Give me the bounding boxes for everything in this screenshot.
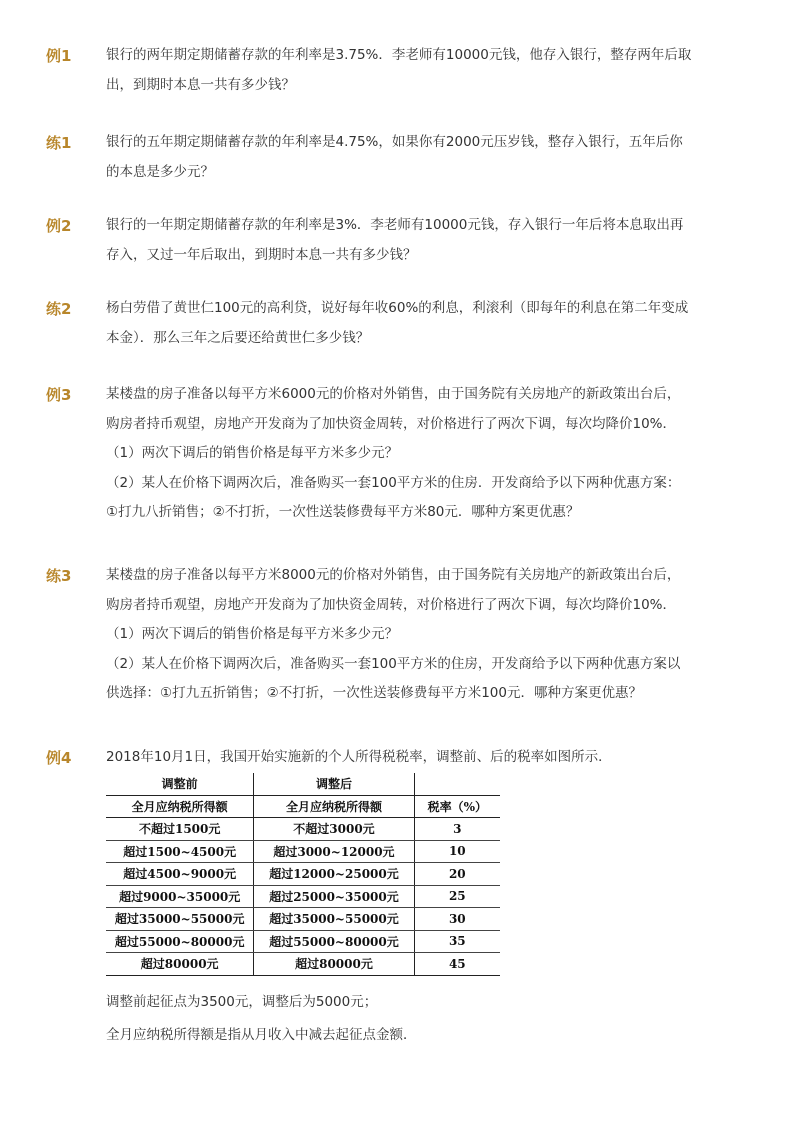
table-header-row xyxy=(106,773,500,795)
subheader-cell: 全月应纳税所得额 xyxy=(106,795,254,818)
table-cell: 3 xyxy=(414,818,500,841)
table-cell: 超过3000~12000元 xyxy=(254,840,414,863)
problem-label: 练1 xyxy=(46,134,72,152)
table-cell: 超过35000~55000元 xyxy=(106,908,254,931)
problem-label: 例1 xyxy=(46,47,72,65)
table-cell: 25 xyxy=(414,885,500,908)
problem-line: 银行的一年期定期储蓄存款的年利率是3%．李老师有10000元钱，存入银行一年后将本息取出再 xyxy=(106,217,684,233)
problem-label: 例3 xyxy=(46,386,72,404)
problem-line: （1）两次下调后的销售价格是每平方米多少元？ xyxy=(106,445,399,461)
table-row xyxy=(106,930,500,953)
problem-label: 例4 xyxy=(46,749,72,767)
table-cell: 超过1500~4500元 xyxy=(106,840,254,863)
table-cell: 超过9000~35000元 xyxy=(106,885,254,908)
header-cell-after: 调整后 xyxy=(254,773,414,795)
table-cell: 不超过3000元 xyxy=(254,818,414,841)
tax-rate-table xyxy=(106,773,500,976)
problem-label: 练2 xyxy=(46,300,72,318)
table-row xyxy=(106,885,500,908)
problem-line: （1）两次下调后的销售价格是每平方米多少元？ xyxy=(106,626,399,642)
table-row xyxy=(106,863,500,886)
table-cell: 超过80000元 xyxy=(254,953,414,976)
problem-text xyxy=(106,294,726,353)
problem-line: 出，到期时本息一共有多少钱？ xyxy=(106,76,295,93)
table-cell: 45 xyxy=(414,953,500,976)
table-cell: 超过55000~80000元 xyxy=(106,930,254,953)
problem-line: （2）某人在价格下调两次后，准备购买一套100平方米的住房，开发商给予以下两种优惠方案以 xyxy=(106,655,681,672)
table-cell: 10 xyxy=(414,840,500,863)
table-cell: 超过80000元 xyxy=(106,953,254,976)
problem-label: 练3 xyxy=(46,567,72,585)
table-row xyxy=(106,908,500,931)
table-cell: 30 xyxy=(414,908,500,931)
table-row xyxy=(106,953,500,976)
note-threshold: 调整前起征点为3500元，调整后为5000元； xyxy=(106,994,378,1010)
problem-line: （2）某人在价格下调两次后，准备购买一套100平方米的住房．开发商给予以下两种优惠方案： xyxy=(106,474,681,491)
problem-line: 本金）．那么三年之后要还给黄世仁多少钱？ xyxy=(106,329,370,346)
table-cell: 超过12000~25000元 xyxy=(254,863,414,886)
problem-line: 供选择：①打九五折销售；②不打折，一次性送装修费每平方米100元．哪种方案更优惠？ xyxy=(106,685,642,701)
table-cell: 超过35000~55000元 xyxy=(254,908,414,931)
note-definition: 全月应纳税所得额是指从月收入中减去起征点金额． xyxy=(106,1027,417,1043)
problem-line: 2018年10月1日，我国开始实施新的个人所得税税率，调整前、后的税率如图所示． xyxy=(106,749,612,765)
problem-line: 杨白劳借了黄世仁100元的高利贷，说好每年收60%的利息，利滚利（即每年的利息在第二年变成 xyxy=(106,300,689,316)
problem-line: 的本息是多少元？ xyxy=(106,163,214,180)
header-cell-before: 调整前 xyxy=(106,773,254,795)
problem-text xyxy=(106,380,726,528)
problem-line: 某楼盘的房子准备以每平方米8000元的价格对外销售，由于国务院有关房地产的新政策出台后， xyxy=(106,567,681,583)
problem-line: 某楼盘的房子准备以每平方米6000元的价格对外销售，由于国务院有关房地产的新政策出台后， xyxy=(106,386,681,402)
table-cell: 超过25000~35000元 xyxy=(254,885,414,908)
table-subheader-row xyxy=(106,795,500,818)
problem-line: 银行的两年期定期储蓄存款的年利率是3.75%．李老师有10000元钱，他存入银行，整存两年后取 xyxy=(106,47,692,63)
table-row xyxy=(106,818,500,841)
problem-text xyxy=(106,561,726,709)
problem-line: 购房者持币观望，房地产开发商为了加快资金周转，对价格进行了两次下调，每次均降价10%． xyxy=(106,415,677,432)
problem-text xyxy=(106,41,726,100)
problem-line: ①打九八折销售；②不打折，一次性送装修费每平方米80元．哪种方案更优惠？ xyxy=(106,504,580,520)
problem-text xyxy=(106,211,726,270)
problem-label: 例2 xyxy=(46,217,72,235)
table-row xyxy=(106,840,500,863)
table-cell: 超过4500~9000元 xyxy=(106,863,254,886)
table-cell: 20 xyxy=(414,863,500,886)
header-cell-empty xyxy=(414,773,500,795)
subheader-cell: 全月应纳税所得额 xyxy=(254,795,414,818)
table-cell: 不超过1500元 xyxy=(106,818,254,841)
table-cell: 35 xyxy=(414,930,500,953)
subheader-cell: 税率（%） xyxy=(414,795,500,818)
table-cell: 超过55000~80000元 xyxy=(254,930,414,953)
problem-text xyxy=(106,743,726,773)
problem-text xyxy=(106,128,726,187)
problem-line: 银行的五年期定期储蓄存款的年利率是4.75%，如果你有2000元压岁钱，整存入银行，五年后你 xyxy=(106,134,683,150)
problem-line: 购房者持币观望，房地产开发商为了加快资金周转，对价格进行了两次下调，每次均降价10%． xyxy=(106,596,677,613)
problem-line: 存入，又过一年后取出，到期时本息一共有多少钱？ xyxy=(106,246,417,263)
